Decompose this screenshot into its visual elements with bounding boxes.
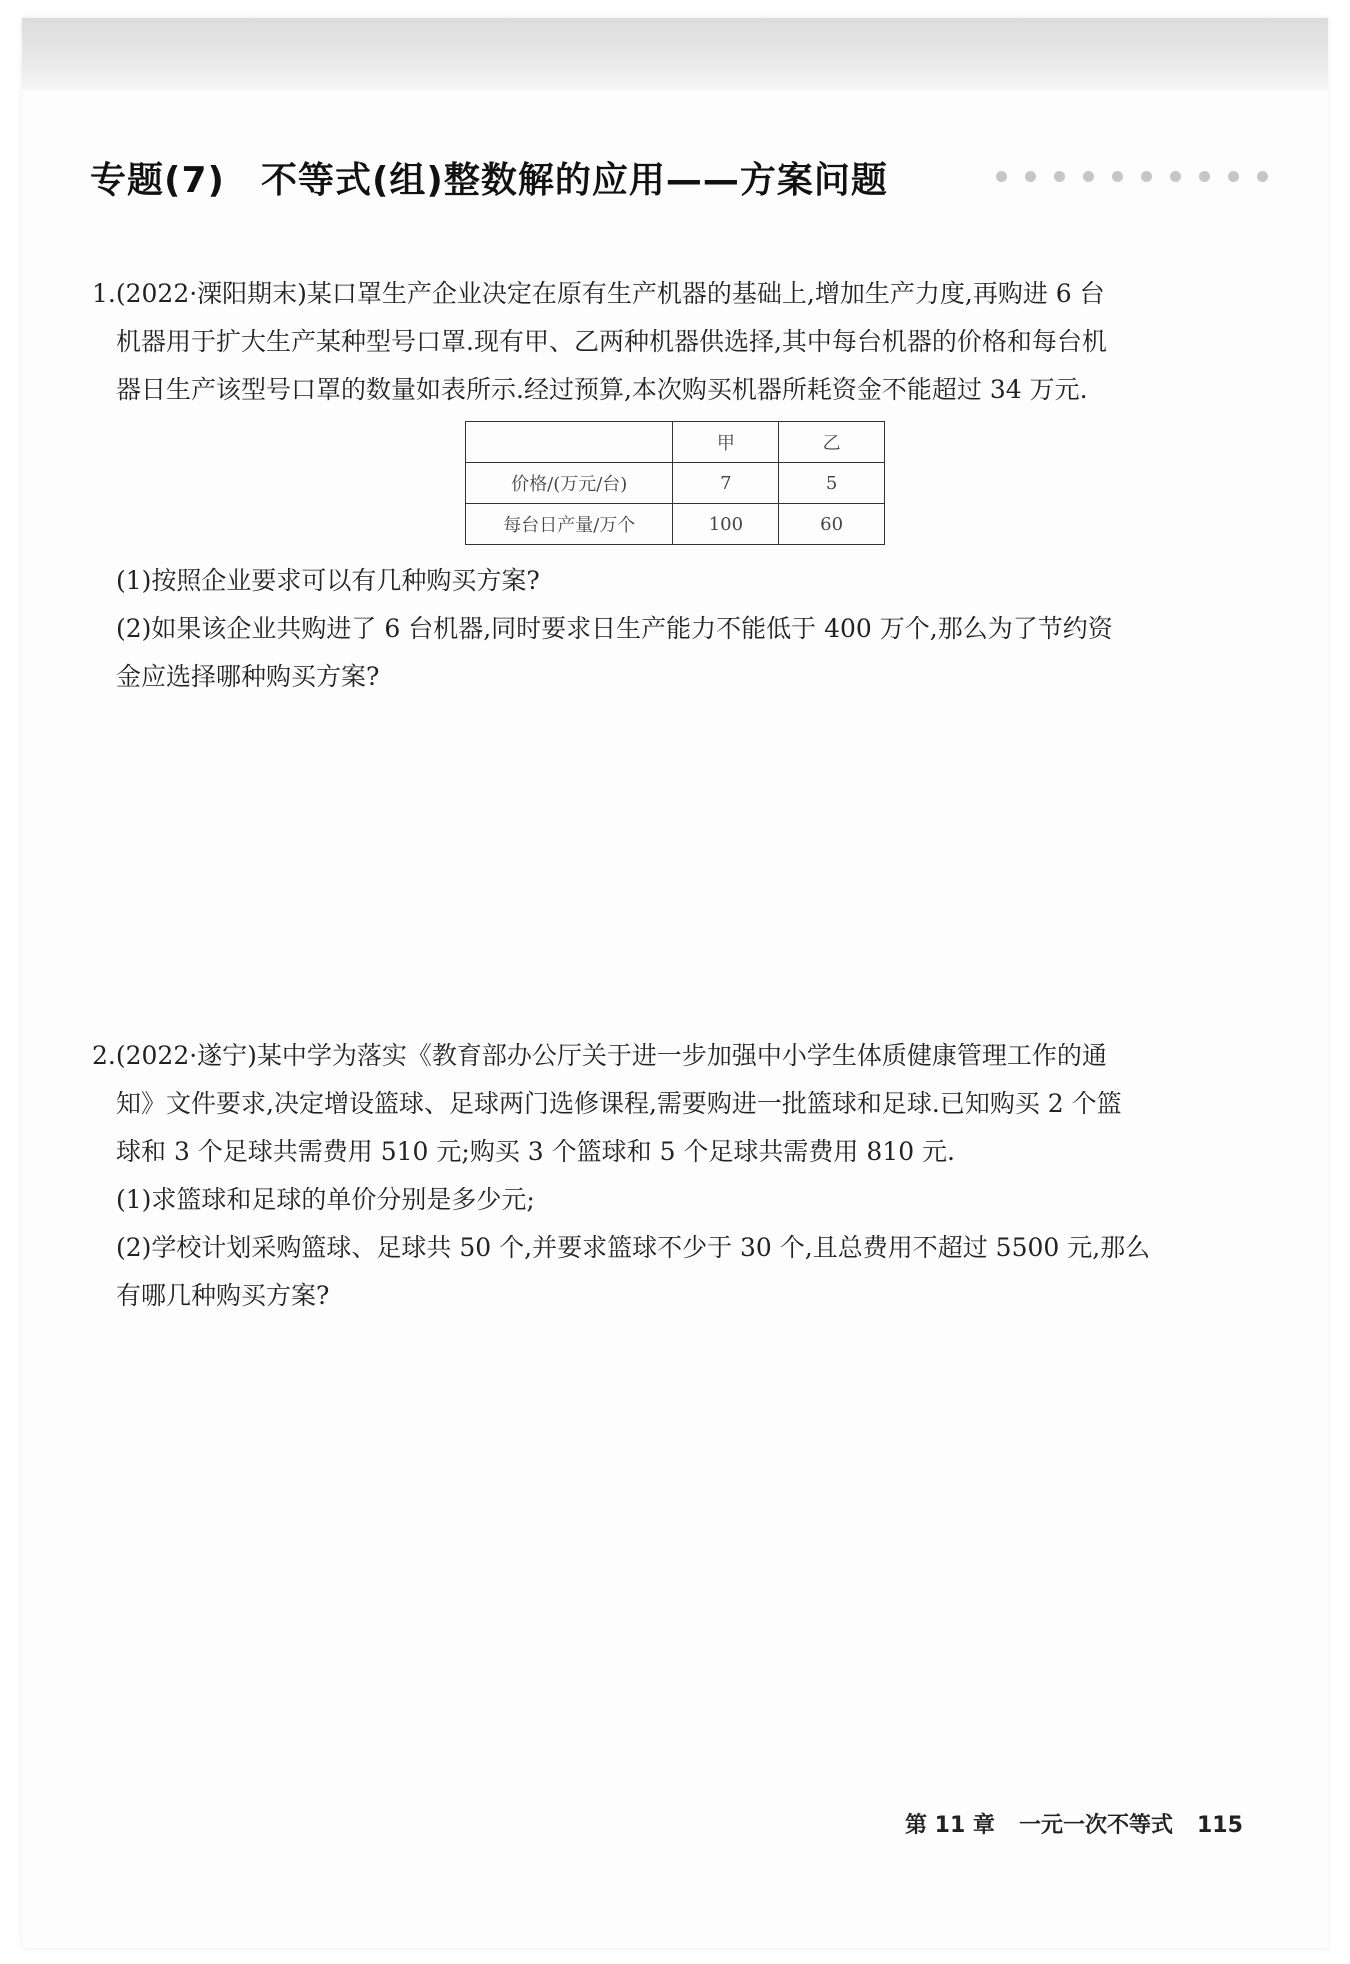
machine-spec-table [465,421,885,545]
question-1-stem [92,270,1107,414]
table-header-cell [466,422,673,463]
footer-chapter: 第 11 章 [905,1813,995,1838]
topic-heading [90,152,888,203]
dot-icon [1141,171,1152,182]
table-cell: 7 [673,463,779,504]
page-top-shading [22,18,1328,90]
footer-chapter-title: 一元一次不等式 [1018,1813,1173,1838]
question-1-line: 机器用于扩大生产某种型号口罩.现有甲、乙两种机器供选择,其中每台机器的价格和每台机 [116,327,1107,356]
subquestion-line: 金应选择哪种购买方案? [116,662,380,691]
table-cell: 5 [779,463,885,504]
page-footer [905,1808,1243,1839]
question-2-line: 2.(2022·遂宁)某中学为落实《教育部办公厅关于进一步加强中小学生体质健康管理工作的通 [92,1041,1107,1070]
table-header-row [466,422,885,463]
subquestion-line: (1)求篮球和足球的单价分别是多少元; [116,1185,535,1214]
table-cell: 60 [779,504,885,545]
table-row [466,504,885,545]
heading-decoration-dots [996,171,1268,182]
table-cell: 每台日产量/万个 [466,504,673,545]
dot-icon [1054,171,1065,182]
question-1-line: 1.(2022·溧阳期末)某口罩生产企业决定在原有生产机器的基础上,增加生产力度,再购进 6 台 [92,279,1105,308]
question-1-line: 器日生产该型号口罩的数量如表所示.经过预算,本次购买机器所耗资金不能超过 34 万元. [116,375,1088,404]
dot-icon [1228,171,1239,182]
table-cell: 100 [673,504,779,545]
question-1-subparts [116,557,1113,701]
subquestion-line: (2)如果该企业共购进了 6 台机器,同时要求日生产能力不能低于 400 万个,那么为了节约资 [116,614,1113,643]
table-row [466,463,885,504]
table-header-cell: 乙 [779,422,885,463]
page-number: 115 [1196,1813,1243,1838]
dot-icon [1083,171,1094,182]
dot-icon [1199,171,1210,182]
question-2-line: 球和 3 个足球共需费用 510 元;购买 3 个篮球和 5 个足球共需费用 810 元. [116,1137,955,1166]
subquestion-line: (2)学校计划采购篮球、足球共 50 个,并要求篮球不少于 30 个,且总费用不超过 5500 元,那么 [116,1233,1151,1262]
dot-icon [1257,171,1268,182]
question-2-line: 知》文件要求,决定增设篮球、足球两门选修课程,需要购进一批篮球和足球.已知购买 2 个篮 [116,1089,1122,1118]
table-cell: 价格/(万元/台) [466,463,673,504]
dot-icon [1112,171,1123,182]
dot-icon [1025,171,1036,182]
table-header-cell: 甲 [673,422,779,463]
question-2-stem [92,1032,1122,1176]
subquestion-line: (1)按照企业要求可以有几种购买方案? [116,566,540,595]
dot-icon [996,171,1007,182]
question-2-subparts [116,1176,1150,1320]
topic-label: 专题(7) [90,160,225,201]
subquestion-line: 有哪几种购买方案? [116,1281,330,1310]
topic-title: 不等式(组)整数解的应用——方案问题 [260,160,888,201]
dot-icon [1170,171,1181,182]
